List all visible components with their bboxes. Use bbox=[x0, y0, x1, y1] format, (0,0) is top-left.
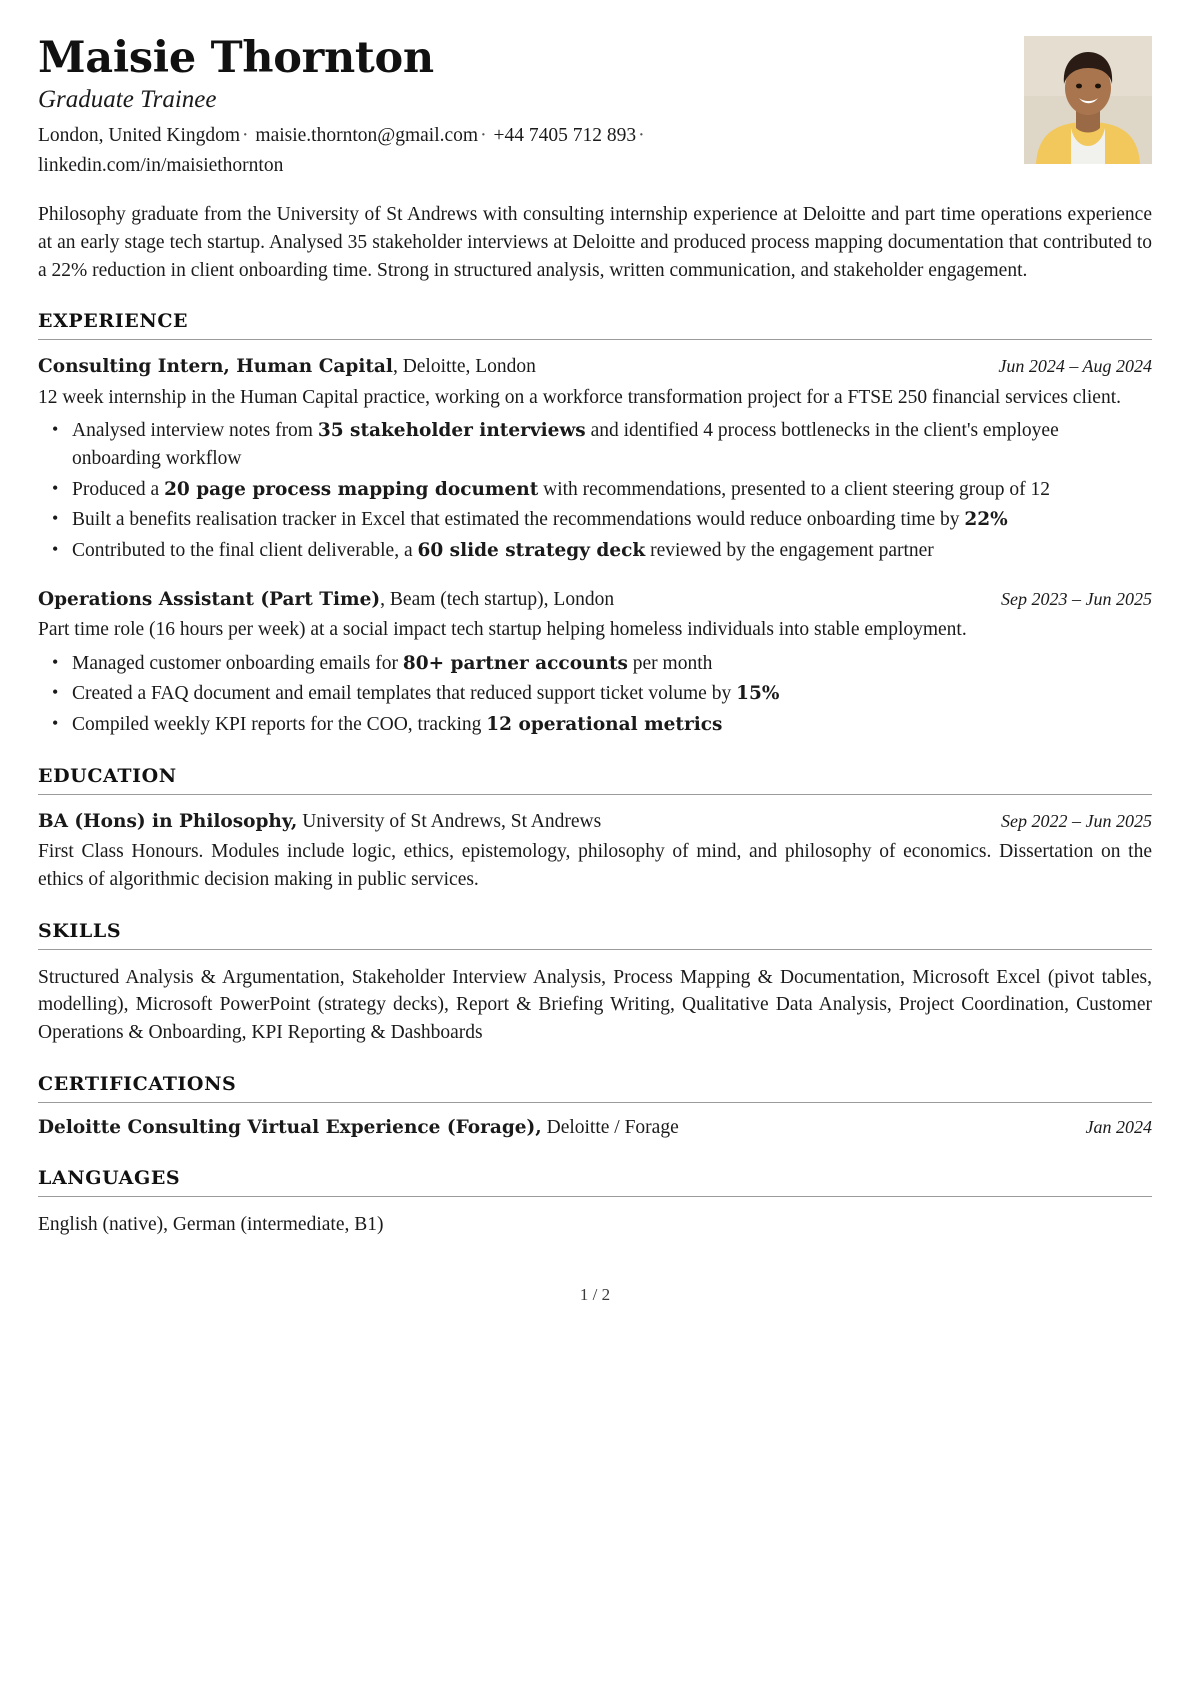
bullet-text-pre: Contributed to the final client deliverable, a bbox=[72, 540, 418, 562]
bullet-text-post: reviewed by the engagement partner bbox=[645, 540, 934, 562]
divider bbox=[38, 339, 1152, 340]
contact-separator-2: · bbox=[480, 124, 487, 146]
bullet-text-post: with recommendations, presented to a client steering group of 12 bbox=[538, 478, 1050, 500]
bullet-text-strong: 80+ partner accounts bbox=[402, 652, 628, 674]
section-title-education: EDUCATION bbox=[38, 764, 177, 787]
profile-photo-illustration bbox=[1024, 36, 1152, 164]
contact-location: London, United Kingdom bbox=[38, 124, 241, 146]
certification-date: Jan 2024 bbox=[1085, 1116, 1152, 1137]
bullet-text-pre: Created a FAQ document and email templates that reduced support ticket volume by bbox=[72, 683, 737, 705]
bullet-text-strong: 12 operational metrics bbox=[486, 714, 723, 736]
list-item bbox=[72, 650, 1152, 678]
experience-entry bbox=[38, 354, 1152, 564]
education-description: First Class Honours. Modules include logic, ethics, epistemology, philosophy of mind, and philosophy of economics. Dissertation on the ethics of algorithmic decision making in public services. bbox=[38, 841, 1152, 890]
experience-date: Sep 2023 – Jun 2025 bbox=[1001, 588, 1152, 609]
education-entry-title bbox=[38, 809, 601, 835]
page-title: Maisie Thornton bbox=[38, 33, 434, 83]
list-item bbox=[72, 476, 1152, 504]
bullet-text-strong: 60 slide strategy deck bbox=[417, 540, 646, 562]
bullet-text-pre: Analysed interview notes from bbox=[72, 420, 318, 442]
certification-name: Deloitte Consulting Virtual Experience (Forage), bbox=[38, 1116, 542, 1138]
bullet-text-strong: 22% bbox=[964, 509, 1008, 531]
experience-bullet-list bbox=[38, 650, 1152, 739]
contact-line bbox=[38, 121, 798, 181]
section-certifications bbox=[38, 1073, 1152, 1141]
education-org: University of St Andrews, St Andrews bbox=[297, 810, 602, 832]
bullet-text-post: per month bbox=[627, 652, 713, 674]
contact-phone[interactable]: +44 7405 712 893 bbox=[493, 124, 637, 146]
section-education bbox=[38, 765, 1152, 894]
section-title-certifications: CERTIFICATIONS bbox=[38, 1072, 237, 1095]
bullet-text-strong: 15% bbox=[736, 683, 780, 705]
education-date: Sep 2022 – Jun 2025 bbox=[1001, 810, 1152, 831]
contact-separator-1: · bbox=[242, 124, 249, 146]
job-title: Graduate Trainee bbox=[38, 85, 217, 113]
list-item bbox=[72, 417, 1152, 472]
divider bbox=[38, 1102, 1152, 1103]
experience-entry-head bbox=[38, 587, 1152, 613]
section-languages bbox=[38, 1167, 1152, 1239]
header-text-block bbox=[38, 33, 1000, 181]
experience-bullet-list bbox=[38, 417, 1152, 564]
list-item bbox=[72, 711, 1152, 739]
section-skills bbox=[38, 920, 1152, 1047]
certification-entry-title bbox=[38, 1115, 679, 1141]
divider bbox=[38, 794, 1152, 795]
professional-summary: Philosophy graduate from the University of St Andrews with consulting internship experience at Deloitte and part time operations experience at an early stage tech startup. Analysed 35 stakeholder interviews at Deloitte and produced process mapping documentation that contributed to a 22% reduction in client onboarding time. Strong in structured analysis, written communication, and stakeholder engagement. bbox=[38, 204, 1152, 281]
divider bbox=[38, 1196, 1152, 1197]
experience-role: Consulting Intern, Human Capital bbox=[38, 356, 393, 378]
contact-linkedin[interactable]: linkedin.com/in/maisiethornton bbox=[38, 155, 284, 177]
list-item bbox=[72, 680, 1152, 708]
avatar bbox=[1024, 36, 1152, 164]
experience-date: Jun 2024 – Aug 2024 bbox=[998, 356, 1152, 377]
section-title-experience: EXPERIENCE bbox=[38, 310, 189, 333]
languages-list: English (native), German (intermediate, B1) bbox=[38, 1213, 384, 1235]
contact-email[interactable]: maisie.thornton@gmail.com bbox=[255, 124, 479, 146]
section-title-skills: SKILLS bbox=[38, 919, 122, 942]
education-entry-head bbox=[38, 809, 1152, 835]
experience-entry-title bbox=[38, 354, 536, 380]
section-experience bbox=[38, 310, 1152, 739]
bullet-text-pre: Produced a bbox=[72, 478, 165, 500]
bullet-text-pre: Managed customer onboarding emails for bbox=[72, 652, 403, 674]
bullet-text-strong: 20 page process mapping document bbox=[164, 478, 539, 500]
page-indicator: 1 / 2 bbox=[579, 1284, 611, 1304]
education-entry bbox=[38, 809, 1152, 894]
contact-separator-3: · bbox=[638, 124, 645, 146]
page-footer bbox=[38, 1285, 1152, 1327]
experience-description: Part time role (16 hours per week) at a social impact tech startup helping homeless individuals into stable employment. bbox=[38, 619, 967, 641]
experience-description: 12 week internship in the Human Capital practice, working on a workforce transformation project for a FTSE 250 financial services client. bbox=[38, 386, 1121, 408]
section-title-languages: LANGUAGES bbox=[38, 1166, 181, 1189]
experience-entry-title bbox=[38, 587, 614, 613]
resume-header bbox=[38, 33, 1152, 181]
experience-entry-head bbox=[38, 354, 1152, 380]
experience-org: , Beam (tech startup), London bbox=[380, 588, 615, 610]
list-item bbox=[72, 537, 1152, 565]
experience-entry bbox=[38, 587, 1152, 739]
skills-list: Structured Analysis & Argumentation, Stakeholder Interview Analysis, Process Mapping & Documentation, Microsoft Excel (pivot tables, modelling), Microsoft PowerPoint (strategy decks), Report & Briefing Writing, Qualitative Data Analysis, Project Coordination, Customer Operations & Onboarding, KPI Reporting & Dashboards bbox=[38, 966, 1152, 1043]
list-item bbox=[72, 506, 1152, 534]
divider bbox=[38, 949, 1152, 950]
bullet-text-post: and identified 4 process bottlenecks in the client's employee onboarding workflow bbox=[72, 420, 1059, 470]
experience-role: Operations Assistant (Part Time) bbox=[38, 588, 381, 610]
bullet-text-pre: Compiled weekly KPI reports for the COO, tracking bbox=[72, 714, 487, 736]
certification-entry-head bbox=[38, 1115, 1152, 1141]
certification-entry bbox=[38, 1115, 1152, 1141]
certification-org: Deloitte / Forage bbox=[541, 1116, 679, 1138]
bullet-text-pre: Built a benefits realisation tracker in Excel that estimated the recommendations would reduce onboarding time by bbox=[72, 509, 965, 531]
experience-org: , Deloitte, London bbox=[392, 356, 536, 378]
bullet-text-strong: 35 stakeholder interviews bbox=[317, 420, 586, 442]
education-degree: BA (Hons) in Philosophy, bbox=[38, 810, 298, 832]
